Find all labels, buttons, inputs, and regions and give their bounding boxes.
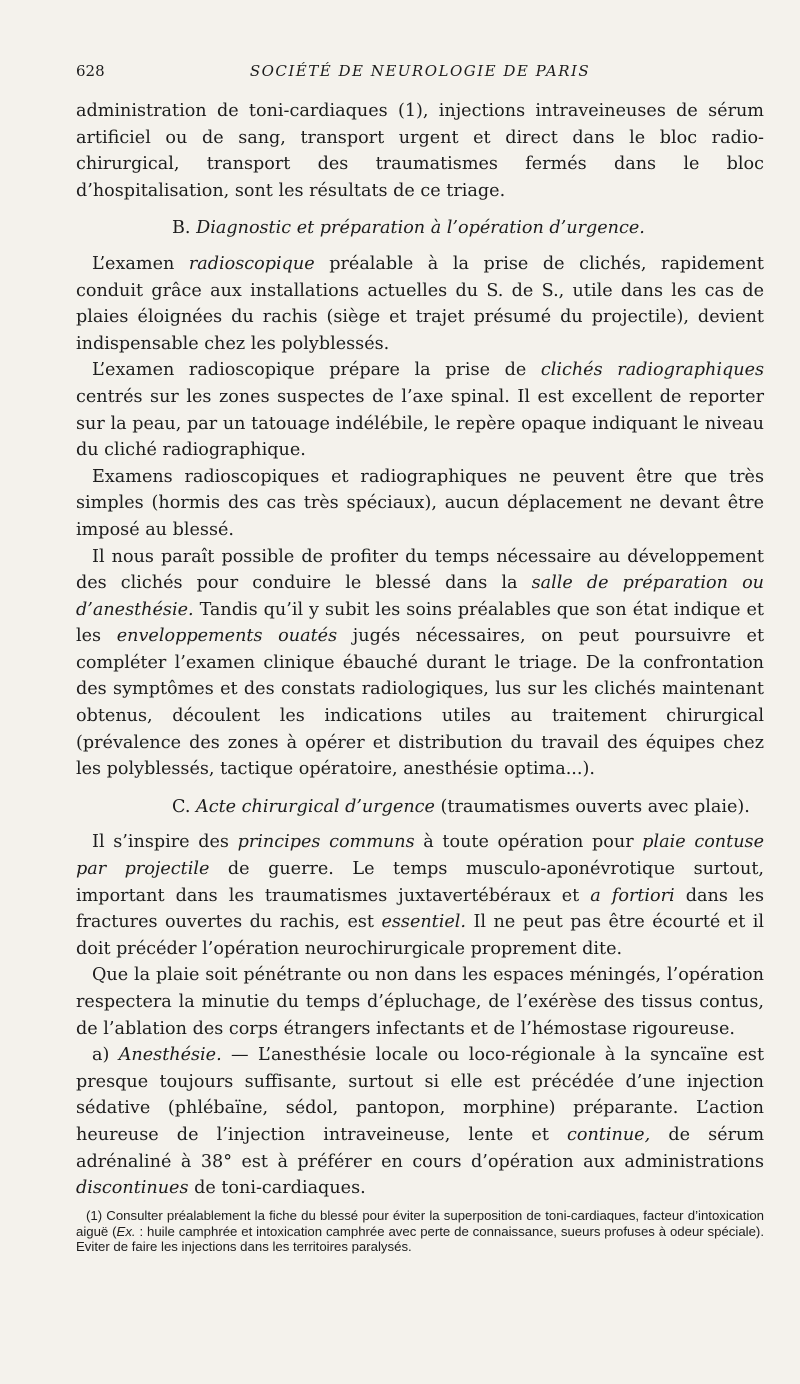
paragraph: L’examen radioscopique préalable à la prise de clichés, rapidement conduit grâce aux installations actuelles du S. de S., utile dans les cas de plaies éloignées du rachis (siège et trajet présumé du projectile), devient indispensable chez les polyblessés. <box>76 253 764 354</box>
paragraph: administration de toni-cardiaques (1), injections intraveineuses de sérum artificiel ou de sang, transport urgent et direct dans le bloc radio-chirurgical, transport des traumatismes fermés dans le bloc d’hospitalisation, sont les résultats de ce triage. <box>76 101 764 201</box>
paragraph: Examens radioscopiques et radiographiques ne peuvent être que très simples (hormis des cas très spéciaux), aucun déplacement ne devant être imposé au blessé. <box>76 466 764 540</box>
paragraph: a) Anesthésie. — L’anesthésie locale ou loco-régionale à la syncaïne est presque toujours suffisante, surtout si elle est précédée d’une injection sédative (phlébaïne, sédol, pantopon, morphine) préparante. L’action heureuse de l’injection intraveineuse, lente et continue, de sérum adrénaliné à 38° est à préférer en cours d’opération aux administrations discontinues de toni-cardiaques. <box>76 1045 765 1199</box>
page-number: 628 <box>76 62 105 80</box>
running-title: SOCIÉTÉ DE NEUROLOGIE DE PARIS <box>249 62 591 80</box>
section-title: Diagnostic et préparation à l’opération d’urgence. <box>196 218 645 239</box>
section-letter: C. <box>172 796 191 817</box>
body-text <box>76 98 764 1202</box>
section-heading-c <box>76 794 764 821</box>
paragraph: L’examen radioscopique prépare la prise de clichés radiographiques centrés sur les zones suspectes de l’axe spinal. Il est excellent de reporter sur la peau, par un tatouage indélébile, le repère opaque indiquant le niveau du cliché radiographique. <box>76 360 765 461</box>
section-letter: B. <box>172 218 191 239</box>
footnote: (1) Consulter préalablement la fiche du blessé pour éviter la superposition de toni-cardiaques, facteur d’intoxication aiguë (Ex. : huile camphrée et intoxication camphrée avec perte de connaissance, sueurs profuses à odeur spéciale). Eviter de faire les injections dans les territoires paralysés. <box>76 1208 764 1255</box>
section-heading-b <box>76 215 764 242</box>
section-title: Acte chirurgical d’urgence <box>196 796 435 817</box>
section-subtitle: (traumatismes ouverts avec plaie). <box>440 796 750 817</box>
paragraph: Il s’inspire des principes communs à toute opération pour plaie contuse par projectile de guerre. Le temps musculo-aponévrotique surtout, important dans les traumatismes juxtavertébéraux et a fortiori dans les fractures ouvertes du rachis, est essentiel. Il ne peut pas être écourté et il doit précéder l’opération neurochirurgicale proprement dite. <box>76 832 765 959</box>
paragraph: Il nous paraît possible de profiter du temps nécessaire au développement des clichés pour conduire le blessé dans la salle de préparation ou d’anesthésie. Tandis qu’il y subit les soins préalables que son état indique et les enveloppements ouatés jugés nécessaires, on peut poursuivre et compléter l’examen clinique ébauché durant le triage. De la confrontation des symptômes et des constats radiologiques, lus sur les clichés maintenant obtenus, découlent les indications utiles au traitement chirurgical (prévalence des zones à opérer et distribution du travail des équipes chez les polyblessés, tactique opératoire, anesthésie optima...). <box>76 546 765 780</box>
paragraph: Que la plaie soit pénétrante ou non dans les espaces méningés, l’opération respectera la minutie du temps d’épluchage, de l’exérèse des tissus contus, de l’ablation des corps étrangers infectants et de l’hémostase rigoureuse. <box>76 965 764 1039</box>
page-header <box>76 62 764 86</box>
